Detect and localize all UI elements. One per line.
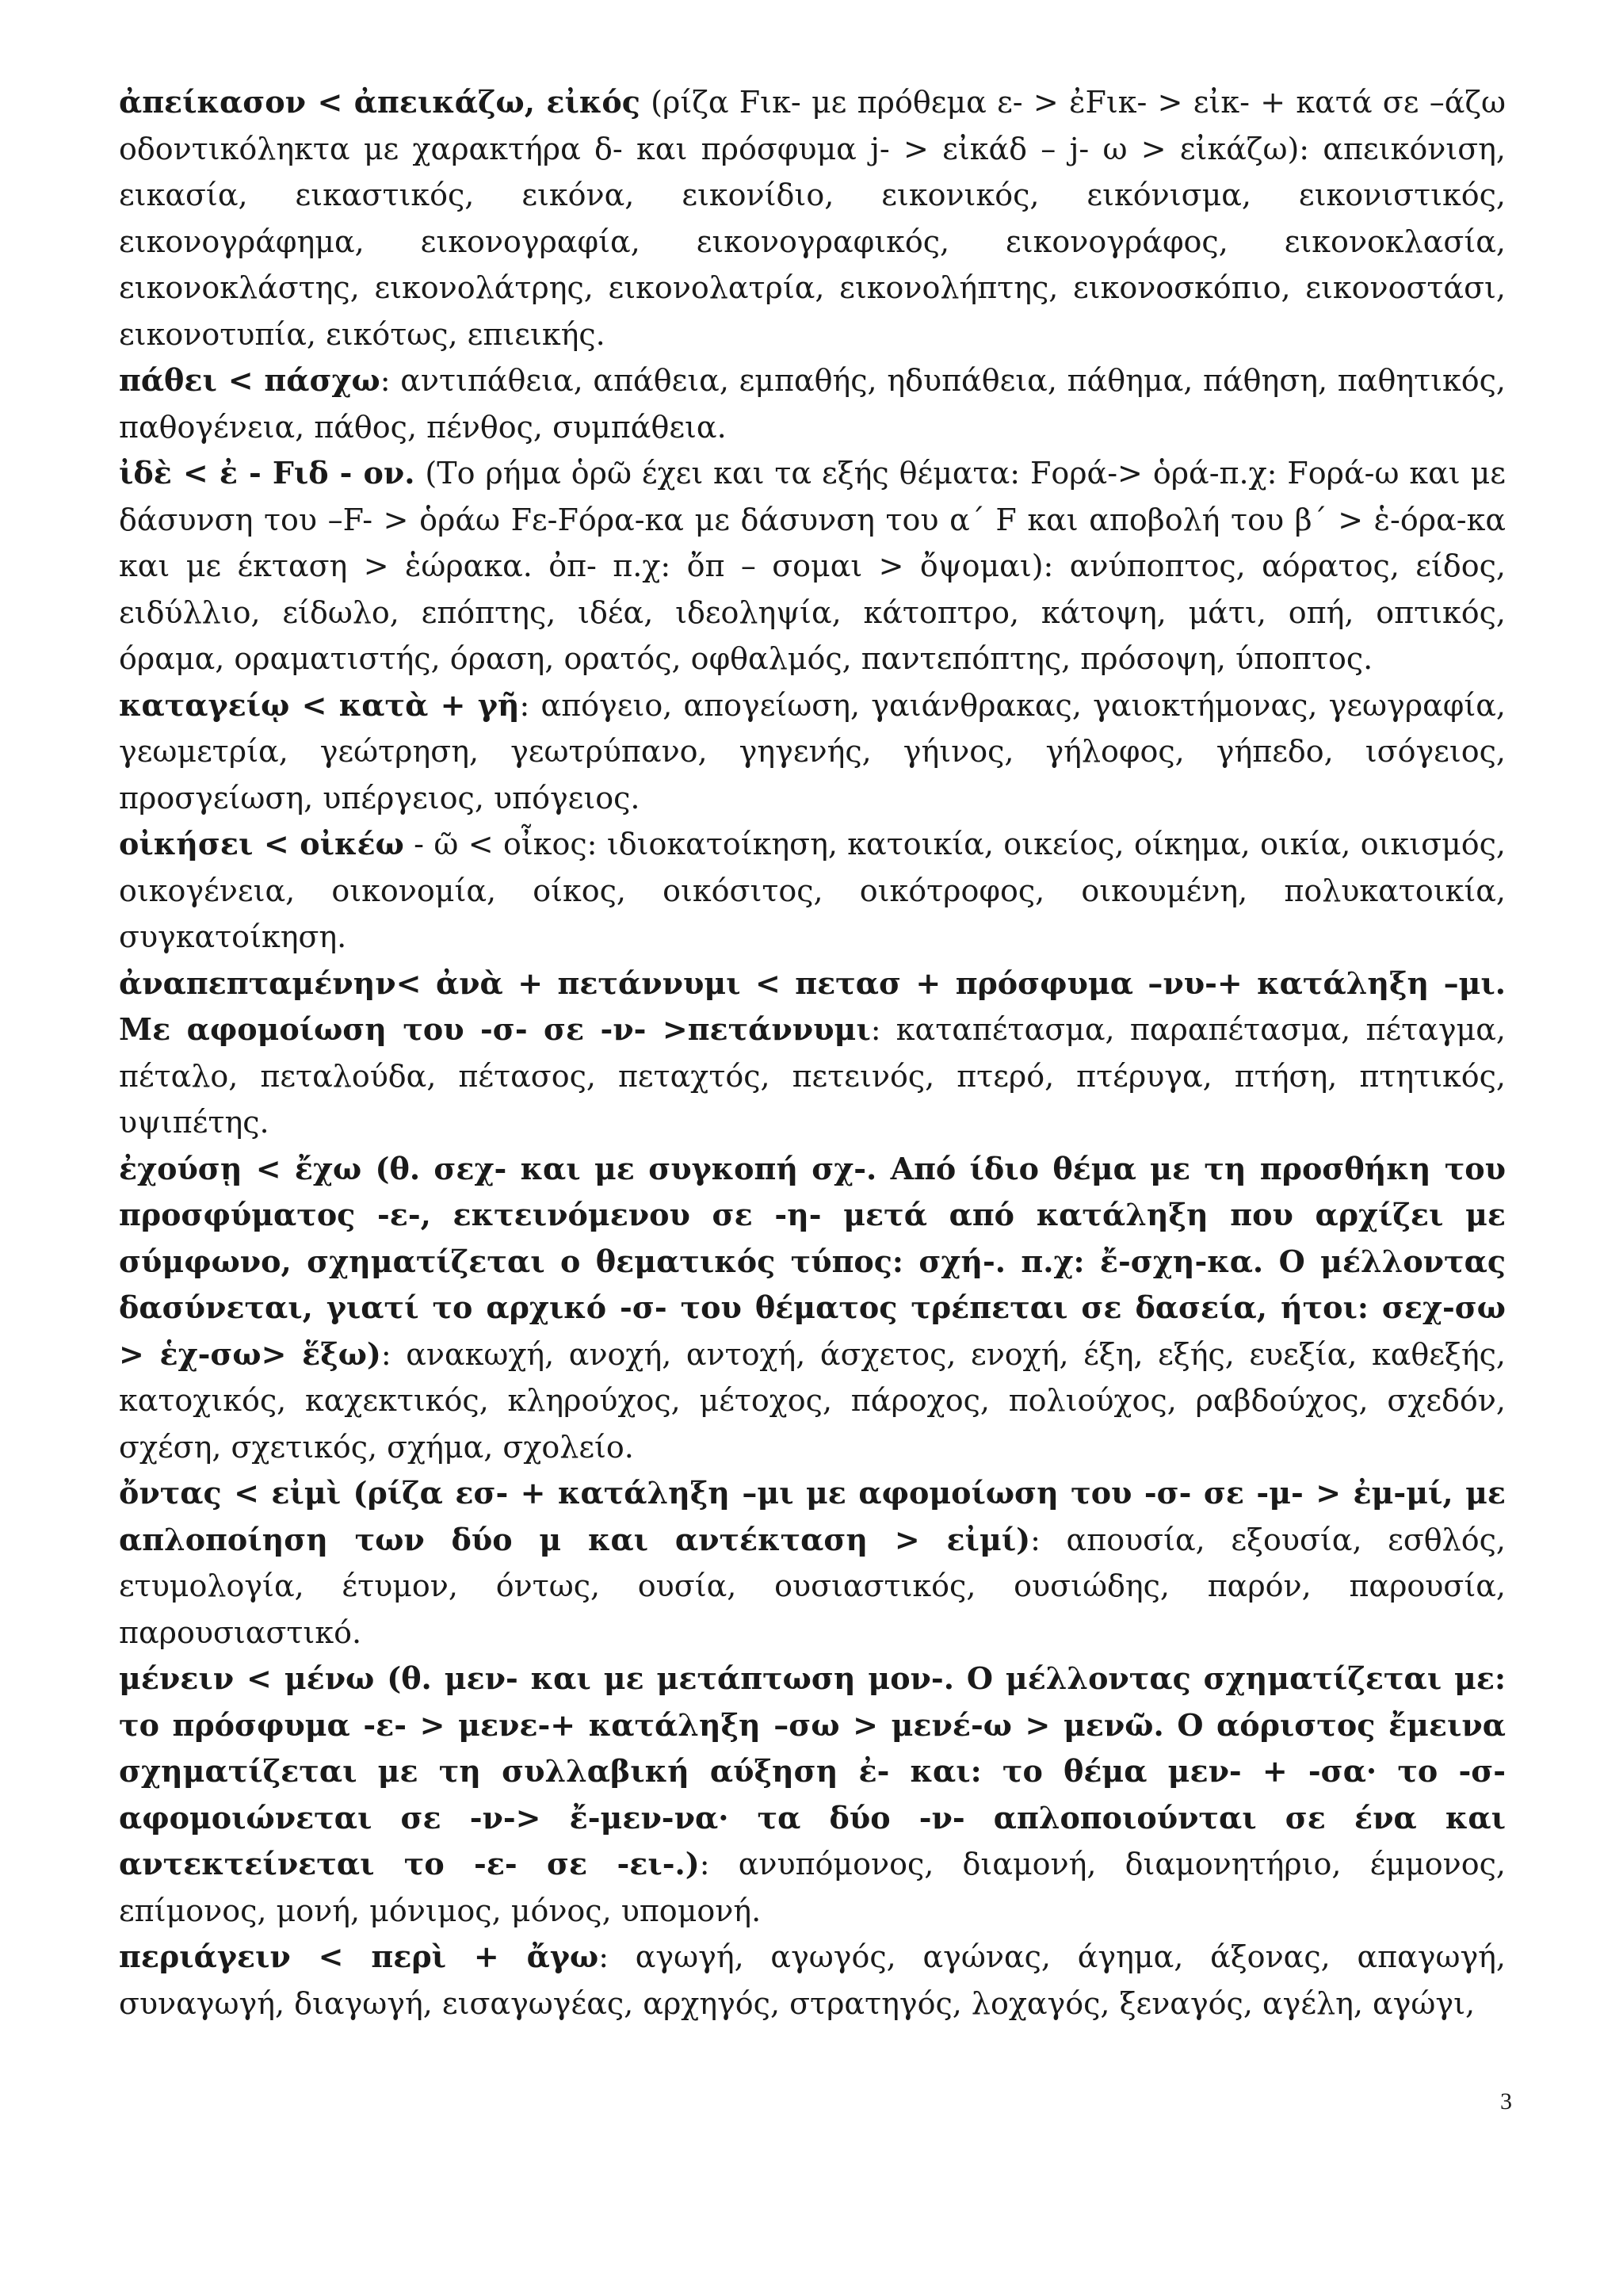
entry-derivatives: : ανυπόμονος, διαμονή, διαμονητήριο, έμμονος, επίμονος, μονή, μόνιμος, μόνος, υπομονή. <box>119 1847 1506 1928</box>
entry-headword: ἀπείκασον < ἀπεικάζω, εἰκός <box>119 84 640 120</box>
entry-derivatives: : απόγειο, απογείωση, γαιάνθρακας, γαιοκτήμονας, γεωγραφία, γεωμετρία, γεώτρηση, γεωτρύπανο, γηγενής, γήινος, γήλοφος, γήπεδο, ισόγειος, προσγείωση, υπέργειος, υπόγειος. <box>119 687 1507 816</box>
entry-headword: περιάγειν < περὶ + ἄγω <box>119 1939 599 1974</box>
entry-derivatives: (Το ρήμα ὁρῶ έχει και τα εξής θέματα: Fορά-> ὁρά-π.χ: Fορά-ω και με δάσυνση του –F- > ὁράω Fε-Fόρα-κα με δάσυνση του α΄ F και αποβολή του β΄ > ἑ-όρα-κα και με έκταση > ἑώρακα. ὀπ- π.χ: ὄπ – σομαι > ὄψομαι): ανύποπτος, αόρατος, είδος, ειδύλλιο, είδωλο, επόπτης, ιδέα, ιδεοληψία, κάτοπτρο, κάτοψη, μάτι, οπή, οπτικός, όραμα, οραματιστής, όραση, ορατός, οφθαλμός, παντεπόπτης, πρόσοψη, ύποπτος. <box>119 456 1506 676</box>
entry <box>119 821 1506 961</box>
entry-headword: οἰκήσει < οἰκέω <box>119 826 404 861</box>
entry-headword: μένειν < μένω (θ. μεν- και με μετάπτωση μον-. Ο μέλλοντας σχηματίζεται με: το πρόσφυμα -ε- > μενε-+ κατάληξη –σω > μενέ-ω > μενῶ. Ο αόριστος ἔμεινα σχηματίζεται με τη συλλαβική αύξηση ἐ- και: το θέμα μεν- + -σα· το -σ- αφομοιώνεται σε -ν-> ἔ-μεν-να· τα δύο -ν- απλοποιούνται σε ένα και αντεκτείνεται το -ε- σε -ει-.) <box>119 1660 1506 1881</box>
entry <box>119 1656 1506 1934</box>
entry <box>119 1146 1506 1471</box>
entry-headword: πάθει < πάσχω <box>119 362 380 398</box>
entry <box>119 1934 1506 2027</box>
entry-derivatives: : απουσία, εξουσία, εσθλός, ετυμολογία, έτυμον, όντως, ουσία, ουσιαστικός, ουσιώδης, παρόν, παρουσία, παρουσιαστικό. <box>119 1522 1506 1650</box>
entry-headword: ἀναπεπταμένην< ἀνὰ + πετάννυμι < πετασ + πρόσφυμα –νυ-+ κατάληξη –μι. Με αφομοίωση του -σ- σε -ν- >πετάννυμι <box>119 965 1506 1047</box>
entry <box>119 1470 1506 1656</box>
entry-derivatives: : ανακωχή, ανοχή, αντοχή, άσχετος, ενοχή, έξη, εξής, ευεξία, καθεξής, κατοχικός, καχεκτικός, κληρούχος, μέτοχος, πάροχος, πολιούχος, ραβδούχος, σχεδόν, σχέση, σχετικός, σχήμα, σχολείο. <box>119 1336 1506 1465</box>
entry-headword: ὄντας < εἰμὶ (ρίζα εσ- + κατάληξη –μι με αφομοίωση του -σ- σε -μ- > ἐμ-μί, με απλοποίηση των δύο μ και αντέκταση > εἰμί) <box>119 1475 1506 1557</box>
entry-derivatives: : αγωγή, αγωγός, αγώνας, άγημα, άξονας, απαγωγή, συναγωγή, διαγωγή, εισαγωγέας, αρχηγός, στρατηγός, λοχαγός, ξεναγός, αγέλη, αγώγι, <box>119 1939 1507 2021</box>
entry-derivatives: (ρίζα Fικ- με πρόθεμα ε- > ἐFικ- > εἰκ- + κατά σε –άζω οδοντικόληκτα με χαρακτήρα δ- και πρόσφυμα j- > εἰκάδ – j- ω > εἰκάζω): απεικόνιση, εικασία, εικαστικός, εικόνα, εικονίδιο, εικονικός, εικόνισμα, εικονιστικός, εικονογράφημα, εικονογραφία, εικονογραφικός, εικονογράφος, εικονοκλασία, εικονοκλάστης, εικονολάτρης, εικονολατρία, εικονολήπτης, εικονοσκόπιο, εικονοστάσι, εικονοτυπία, εικότως, επιεικής. <box>119 85 1506 352</box>
entry-headword: ἐχούσῃ < ἔχω (θ. σεχ- και με συγκοπή σχ-. Από ίδιο θέμα με τη προσθήκη του προσφύματος -ε-, εκτεινόμενου σε -η- μετά από κατάληξη που αρχίζει με σύμφωνο, σχηματίζεται ο θεματικός τύπος: σχή-. π.χ: ἔ-σχη-κα. Ο μέλλοντας δασύνεται, γιατί το αρχικό -σ- του θέματος τρέπεται σε δασεία, ήτοι: σεχ-σω > ἑχ-σω> ἕξω) <box>119 1150 1506 1372</box>
entry-derivatives: : αντιπάθεια, απάθεια, εμπαθής, ηδυπάθεια, πάθημα, πάθηση, παθητικός, παθογένεια, πάθος, πένθος, συμπάθεια. <box>119 363 1507 445</box>
entry <box>119 961 1506 1146</box>
entry <box>119 79 1506 357</box>
entry-derivatives: : καταπέτασμα, παραπέτασμα, πέταγμα, πέταλο, πεταλούδα, πέτασος, πεταχτός, πετεινός, πτερό, πτέρυγα, πτήση, πτητικός, υψιπέτης. <box>119 1012 1506 1140</box>
entry <box>119 682 1506 822</box>
entry-headword: καταγείῳ < κατὰ + γῆ <box>119 686 520 723</box>
entry-derivatives: - ῶ < οἶκος: ιδιοκατοίκηση, κατοικία, οικείος, οίκημα, οικία, οικισμός, οικογένεια, οικονομία, οίκος, οικόσιτος, οικότροφος, οικουμένη, πολυκατοικία, συγκατοίκηση. <box>119 827 1506 954</box>
entry <box>119 450 1506 682</box>
entry <box>119 357 1506 450</box>
entry-headword: ἰδὲ < ἐ - Fιδ - ον. <box>119 455 415 491</box>
page-number: 3 <box>1500 2088 1512 2115</box>
page-content <box>119 79 1506 2027</box>
